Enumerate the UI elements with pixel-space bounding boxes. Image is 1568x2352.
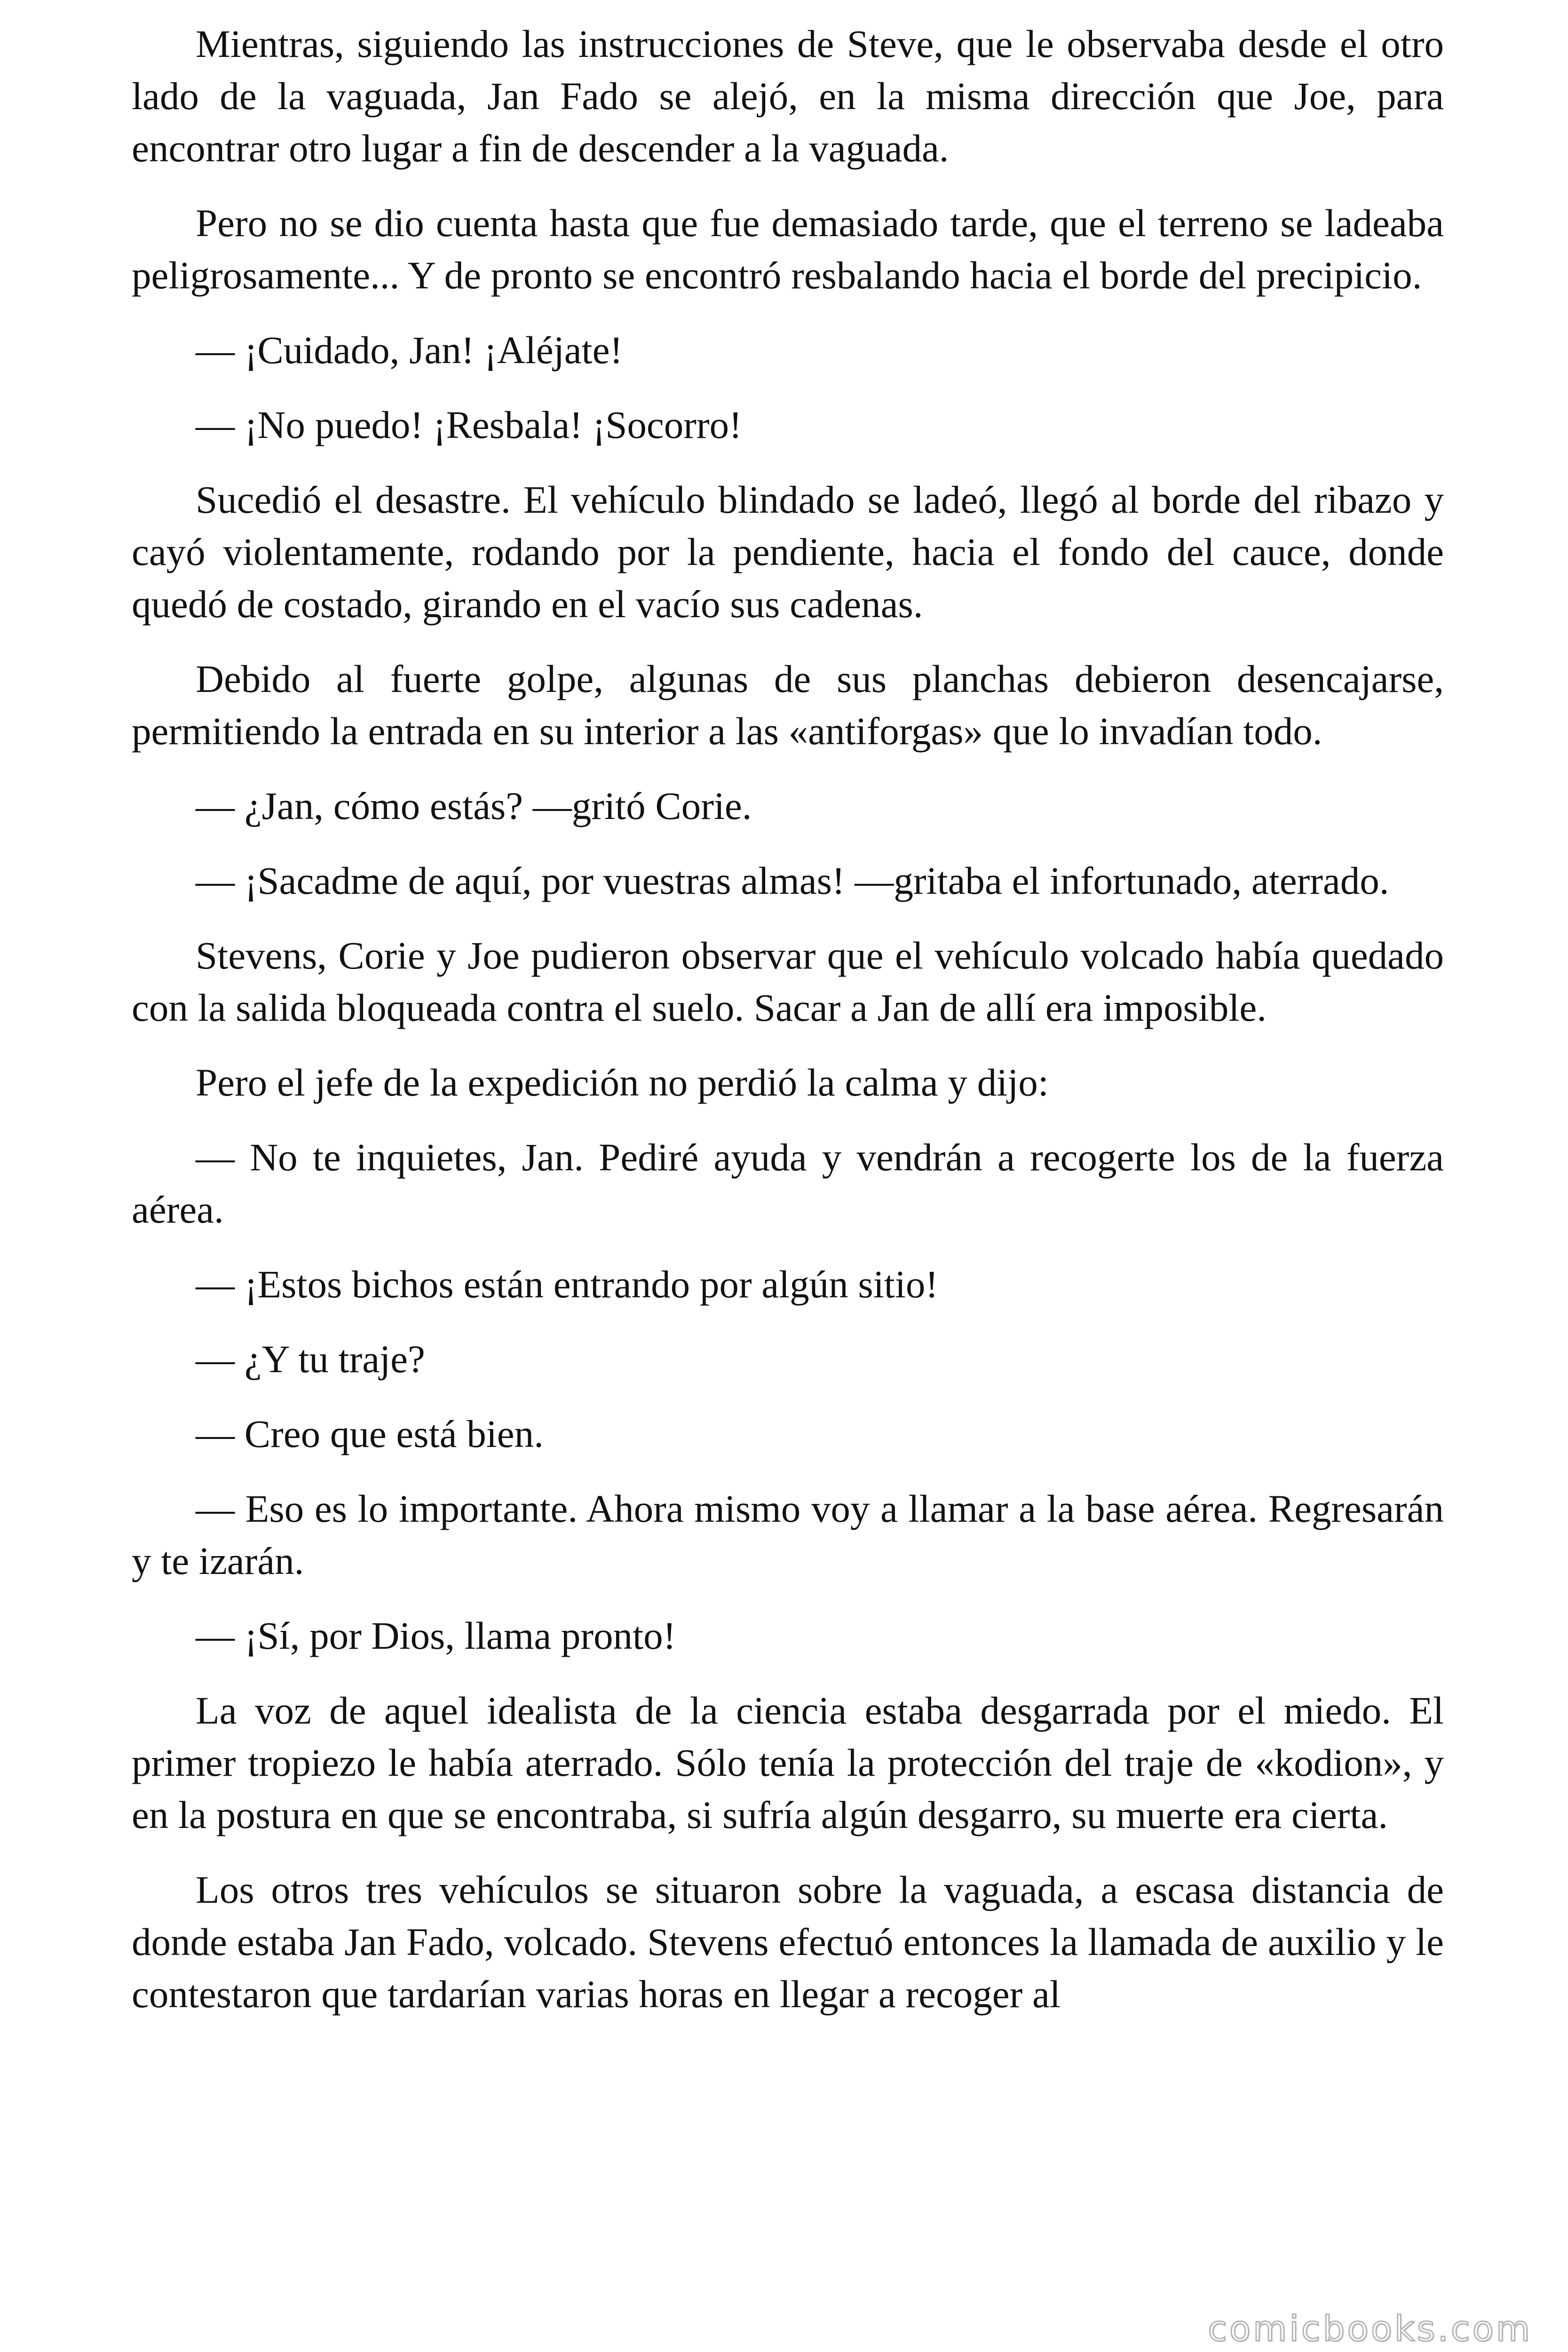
dialogue-line: — Eso es lo importante. Ahora mismo voy a llamar a la base aérea. Regresarán y te izarán.: [132, 1487, 1444, 1582]
watermark: comicbooks.com: [1208, 2309, 1532, 2349]
paragraph: Stevens, Corie y Joe pudieron observar que el vehículo volcado había quedado con la salida bloqueada contra el suelo. Sacar a Jan de allí era imposible.: [132, 934, 1444, 1029]
dialogue-line: — Creo que está bien.: [196, 1412, 544, 1455]
dialogue-line: — ¡Cuidado, Jan! ¡Aléjate!: [196, 328, 623, 372]
paragraph: Mientras, siguiendo las instrucciones de Steve, que le observaba desde el otro lado de la vaguada, Jan Fado se alejó, en la misma dirección que Joe, para encontrar otro lugar a fin de descender a la vaguada.: [132, 22, 1444, 170]
paragraph: La voz de aquel idealista de la ciencia estaba desgarrada por el miedo. El primer tropiezo le había aterrado. Sólo tenía la protección del traje de «kodion», y en la postura en que se encontraba, si sufría algún desgarro, su muerte era cierta.: [132, 1689, 1444, 1836]
paragraph: Pero no se dio cuenta hasta que fue demasiado tarde, que el terreno se ladeaba peligrosamente... Y de pronto se encontró resbalando hacia el borde del precipicio.: [132, 201, 1444, 297]
paragraph: Sucedió el desastre. El vehículo blindado se ladeó, llegó al borde del ribazo y cayó violentamente, rodando por la pendiente, hacia el fondo del cauce, donde quedó de costado, girando en el vacío sus cadenas.: [132, 478, 1444, 626]
dialogue-line: — ¡Estos bichos están entrando por algún sitio!: [196, 1263, 939, 1306]
dialogue-line: — ¿Y tu traje?: [196, 1337, 425, 1381]
paragraph: Pero el jefe de la expedición no perdió la calma y dijo:: [196, 1061, 1049, 1104]
dialogue-line: — ¡No puedo! ¡Resbala! ¡Socorro!: [196, 403, 742, 446]
paragraph: Debido al fuerte golpe, algunas de sus planchas debieron desencajarse, permitiendo la entrada en su interior a las «antiforgas» que lo invadían todo.: [132, 657, 1444, 753]
dialogue-line: — ¡Sacadme de aquí, por vuestras almas! —gritaba el infortunado, aterrado.: [196, 859, 1389, 902]
paragraph: Los otros tres vehículos se situaron sobre la vaguada, a escasa distancia de donde estaba Jan Fado, volcado. Stevens efectuó entonces la llamada de auxilio y le contestaron que tardarían varias horas en llegar a recoger al: [132, 1868, 1444, 2016]
dialogue-line: — ¿Jan, cómo estás? —gritó Corie.: [196, 784, 752, 827]
dialogue-line: — No te inquietes, Jan. Pediré ayuda y vendrán a recogerte los de la fuerza aérea.: [132, 1136, 1444, 1231]
body-text: [132, 18, 1444, 2043]
dialogue-line: — ¡Sí, por Dios, llama pronto!: [196, 1614, 676, 1657]
